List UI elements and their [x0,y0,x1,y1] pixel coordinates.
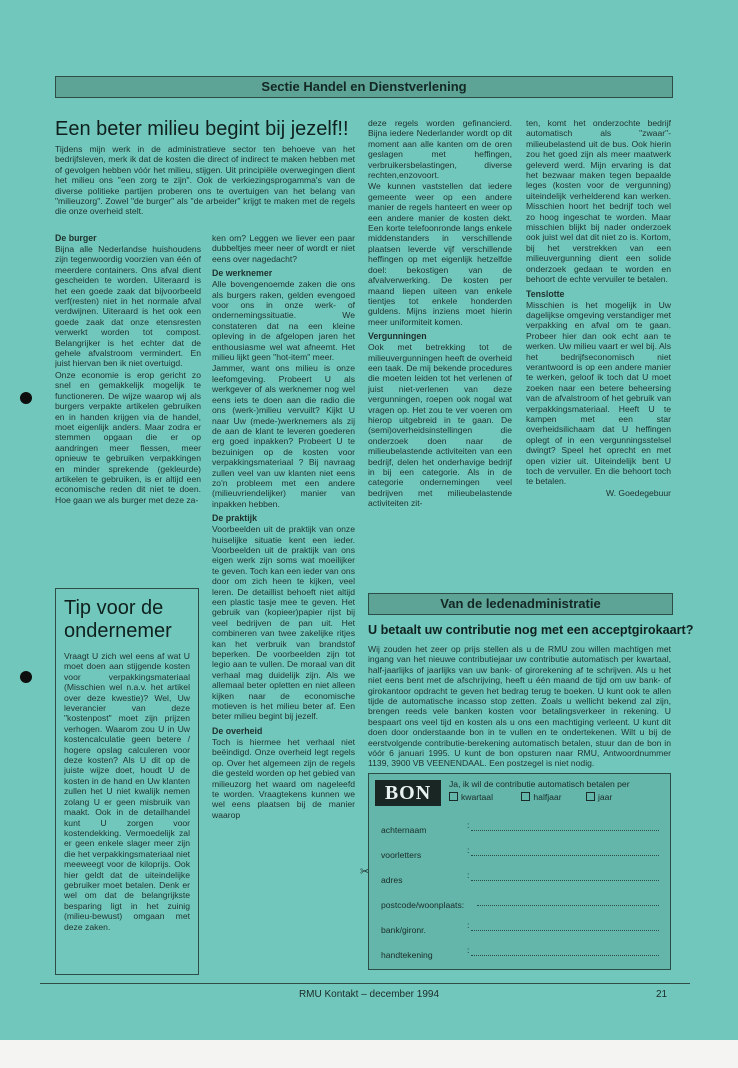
field-line[interactable] [471,820,659,831]
article-column-3 [368,118,512,580]
tip-title [64,597,190,643]
col1-paragraph: Onze economie is erop gericht zo snel en gemakkelijk mogelijk te functioneren. De wijze waarop wij als burgers verpakte artikelen gebruiken en in handen krijgen via de handel, moet eigenlijk anders. Maar zodra er stemmen opgaan die er op aandringen meer flessen, meer opnieuw te gebruiken verpakkingen en minder sprekende (gekleurde) artikelen te gebruiken, is er altijd een economische reden dit niet te doen. Hoe gaan we als burger met deze za- [55,369,201,505]
bon-fields [381,820,665,967]
field-adres[interactable] [381,870,665,895]
leden-title: U betaalt uw contributie nog met een acceptgirokaart? [368,623,694,637]
heading-overheid: De overheid [212,725,263,736]
tip-title-line-1: Tip voor de [64,597,164,619]
bon-form [368,773,671,970]
field-label: bank/gironr. [381,925,426,935]
field-label: adres [381,875,403,885]
col1-paragraph: Bijna alle Nederlandse huishoudens zijn tegenwoordig voorzien van één of meerdere containers. Ons afval dient gescheiden te worden. Uiteraard is het een goede zaak dat bijvoorbeeld verf(resten) niet in het normale afval verdwijnen. Uiteraard is het ook een goede zaak dat onze etensresten verwerkt worden tot compost. Belangrijker is het echter dat de gehele afvalstroom vermindert. En juist hiervan ben ik niet overtuigd. [55,244,201,369]
field-achternaam[interactable] [381,820,665,845]
tip-box [55,588,199,975]
heading-praktijk: De praktijk [212,513,257,524]
heading-burger: De burger [55,233,97,243]
field-line[interactable] [471,845,659,856]
article-column-1 [55,233,201,581]
tip-text: Vraagt U zich wel eens af wat U moet doen aan stijgende kosten voor verpakkingsmateriaal (Misschien wel n.a.v. het artikel over deze kwestie)? Wel, Uw leverancier van deze "kostenpost" moet zijn prijzen verhogen. Waarom zou U in Uw kostencalculatie geen betere / hogere opslag calculeren voor deze kosten? Als U dit op de juiste wijze doet, houdt U de kosten in de hand en Uw klanten zullen het U niet kwalijk nemen zolang U er geen misbruik van maakt. Ook in de detailhandel kunt U zorgen voor kostendekking. Vermoedelijk zal er geen enkele slager meer zijn die het verpakkingsmateriaal niet meeweegt voor de kiloprijs. Ook hier geldt dat de uiteindelijke gebruiker moet betalen. Denk er wel om dat de belangrijkste besparing ligt in het zuinig (milieu-bewust) omgaan met deze zaken. [64,651,190,932]
section-banner: Sectie Handel en Dienstverlening [55,76,673,98]
field-line[interactable] [471,920,659,931]
article-intro [55,144,355,228]
heading-werknemer: De werknemer [212,268,273,279]
field-handtekening[interactable] [381,945,665,967]
field-line[interactable] [471,870,659,881]
field-colon: : [467,820,470,830]
leden-banner: Van de ledenadministratie [368,593,673,615]
col3-paragraph: deze regels worden gefinancierd. Bijna iedere Nederlander wordt op dit moment aan alle kanten om de oren geslagen met heffingen, verbruikersbelastingen, diverse rechten,enzovoort. [368,118,512,181]
heading-vergunningen: Vergunningen [368,331,427,342]
option-jaar-label: jaar [597,792,613,802]
col2-paragraph: Jammer, want ons milieu is onze leefomgeving. Probeert U als werkgever of als werknemer nog wel eens iets te doen aan die radio die ons (werk-)milieu vervuilt? Kijkt U naar Uw (mede-)werknemers als zij de aan de klant te leveren goederen erg goed inpakken? Probeert U te bezuinigen op de kosten voor verpakkingsmateriaal ? Bij navraag zullen veel van uw klanten niet eens zo'n probleem met een andere (milieuvriendelijker) manier van inpakken hebben. [212,363,355,509]
checkbox-icon[interactable] [521,792,530,801]
field-label: achternaam [381,825,427,835]
field-voorletters[interactable] [381,845,665,870]
col2-paragraph: Voorbeelden uit de praktijk van onze huiselijke situatie kent een ieder. Voorbeelden uit de praktijk van ons eigen werk zijn soms wat moeilijker te geven. Toch kan een ieder van ons door om zich heen te kijken, veel leren. De detaillist behoeft niet altijd een plastic tasje mee te geven. Het gebruik van (kopieer)papier rijst bij veel bedrijven de pan uit. Het combineren van twee zakelijke ritjes kan het verbruik van brandstof beperken. De voorbeelden zijn tot legio aan te vullen. De moraal van dit verhaal mag duidelijk zijn. Als we allemaal beter opletten en niet alleen kijken naar de economische motieven is het milieu beter af. Een beter milieu begint bij jezelf. [212,524,355,722]
article-column-2 [212,233,355,975]
binder-hole-icon [20,671,32,683]
bon-statement: Ja, ik wil de contributie automatisch betalen per [449,779,630,789]
field-colon: : [467,945,470,955]
col4-paragraph: ten, komt het onderzochte bedrijf automatisch als "zwaar"-milieubelastend uit de bus. Ook hierin zou het goed zijn als meer maatwerk geleverd werd. Mijn ervaring is dat het bezwaar maken tegen bepaalde leges (kosten voor de vergunning) uiteindelijk verhelderend kan werken. Misschien hoort het bedrijf toch wel zo hoog ingeschat te worden. Maar misschien blijkt bij nader onderzoek ook juist wel dat dit niet zo is. Kortom, bij het verstrekken van een milieuvergunning dient een solide onderzoek gedaan te worden en behoort de echte vervuiler te betalen. [526,118,671,285]
bon-logo: BON [375,780,441,806]
option-kwartaal-label: kwartaal [461,792,493,802]
option-jaar[interactable] [586,792,612,802]
checkbox-icon[interactable] [586,792,595,801]
col2-paragraph: ken om? Leggen we liever een paar dubbeltjes meer neer of wordt er niet eens over nagedacht? [212,233,355,264]
option-halfjaar-label: halfjaar [533,792,562,802]
field-label: voorletters [381,850,422,860]
tip-body [64,651,190,966]
footer-rule [40,983,690,984]
author-signature: W. Goedegebuur [606,487,671,498]
field-bank-gironr[interactable] [381,920,665,945]
checkbox-icon[interactable] [449,792,458,801]
footer-publication: RMU Kontakt – december 1994 [298,989,440,1000]
col2-paragraph: Alle bovengenoemde zaken die ons als burgers raken, gelden evengoed voor ons in onze werk- of ondernemingssituatie. We constateren dat na een kleine opleving in de afgelopen jaren het enthousiasme wel wat afneemt. Het milieu lijkt geen "hot-item" meer. [212,279,355,363]
page-number: 21 [656,989,668,1000]
tip-title-line-2: ondernemer [64,620,172,642]
article-column-4 [526,118,671,580]
leden-body [368,644,671,770]
option-kwartaal[interactable] [449,792,493,802]
field-colon: : [467,920,470,930]
col2-paragraph: Toch is hiermee het verhaal niet beëindigd. Onze overheid legt regels op. Over het algemeen zijn de regels die gesteld worden op het gebied van milieuzorg het waard om nageleefd te worden. Vraagtekens kunnen we wel eens plaatsen bij de manier waarop [212,736,355,820]
col3-paragraph: Ook met betrekking tot de milieuvergunningen heeft de overheid een taak. De mij bekende procedures die moeten leiden tot het verlenen of juist niet-verlenen van deze vergunningen, roepen ook nogal wat vragen op. Het zou te ver voeren om hierop uitgebreid in te gaan. De (semi)overheidsinstellingen die onderzoek doen naar de milieubelastende activiteiten van een bedrijf, delen het onderhavige bedrijf in bij een categorie. Als in de categorie ondernemingen veel bedrijven met milieubelastende activiteiten zit- [368,342,512,509]
field-label: postcode/woonplaats: [381,900,465,910]
field-label: handtekening [381,950,433,960]
field-postcode-woonplaats[interactable] [381,895,665,920]
leden-text: Wij zouden het zeer op prijs stellen als u de RMU zou willen machtigen met ingang van het nieuwe contributiejaar uw contributie automatisch per kwartaal, half-jaarlijks of jaarlijks van uw bank- of girorekening af te schrijven. Als u het niet eens bent met de afschrijving, heeft u één maand de tijd om uw bank- of girokantoor opdracht te geven het bedrag terug te boeken. U kunt ook te allen tijde de automatische incasso stop zetten. Zoals u wellicht bekend zal zijn, brengen reeds vele banken kosten voor betalingsverkeer in rekening. U bespaart ons veel tijd en kosten als u ons een machtiging verleent. U kunt dit doen door onderstaande bon in te vullen en te ondertekenen. Wilt u bij de eerstvolgende contributie-berekening automatisch betalen, stuur dan de bon in vóór 6 januari 1995. U kunt de bon opsturen naar RMU, Antwoordnummer 1139, 3900 VB VEENENDAAL. Een postzegel is niet nodig. [368,644,671,769]
intro-text: Tijdens mijn werk in de administratieve sector ten behoeve van het bedrijfsleven, merk ik dat de kosten die direct of indirect te maken hebben met of gevolgen hebben vóór het milieu, stijgen. Uit principiële overwegingen dient het milieu ons "een zorg te zijn". Ook de verkiezingsprogamma's van de diverse politieke partijen proberen ons te overtuigen van het belang van "milieuzorg". Zowel "de burger" als "de arbeider" krijgt te maken met de regels die onze overheid stelt. [55,144,355,217]
field-colon: : [467,870,470,880]
bon-options [449,792,612,802]
option-halfjaar[interactable] [521,792,561,802]
col4-paragraph: Misschien is het mogelijk in Uw dagelijkse omgeving verstandiger met verpakking en afval om te gaan. Probeer hier dan ook echt aan te werken. Uw milieu vaart er wel bij. Als het bedrijfseconomisch niet verantwoord is op een andere manier te werken, geloof ik toch dat U moet zoeken naar een betere beheersing van de afvalstroom of het gebruik van verpakkingsmateriaal. Heeft U te kampen met een star overheidsilichaam dat U heffingen oplegt of in een vergunningsstelsel dwingt? Speel het oprecht en met open vizier uit. Uiteindelijk bent U toch de vervuiler. En die behoort toch te betalen. [526,299,671,487]
scissors-icon: ✂ [360,866,370,878]
field-line[interactable] [471,945,659,956]
field-colon: : [467,845,470,855]
binder-hole-icon [20,392,32,404]
col3-paragraph: We kunnen vaststellen dat iedere gemeente weer op een andere manier de regels hanteert en weer op een andere manier de kosten dekt. Een korte telefoonronde langs enkele middenstanders in verschillende plaatsen leverde vijf verschillende heffingen op met eigenlijk hetzelfde doel: bekostigen van de afvalverwerking. De kosten per maand liepen uiteen van enkele tientjes tot enkele honderden guldens. Mijns inziens moet hierin meer uniformiteit komen. [368,181,512,327]
field-line[interactable] [477,895,659,906]
article-headline: Een beter milieu begint bij jezelf!! [55,118,349,140]
heading-tenslotte: Tenslotte [526,288,565,299]
